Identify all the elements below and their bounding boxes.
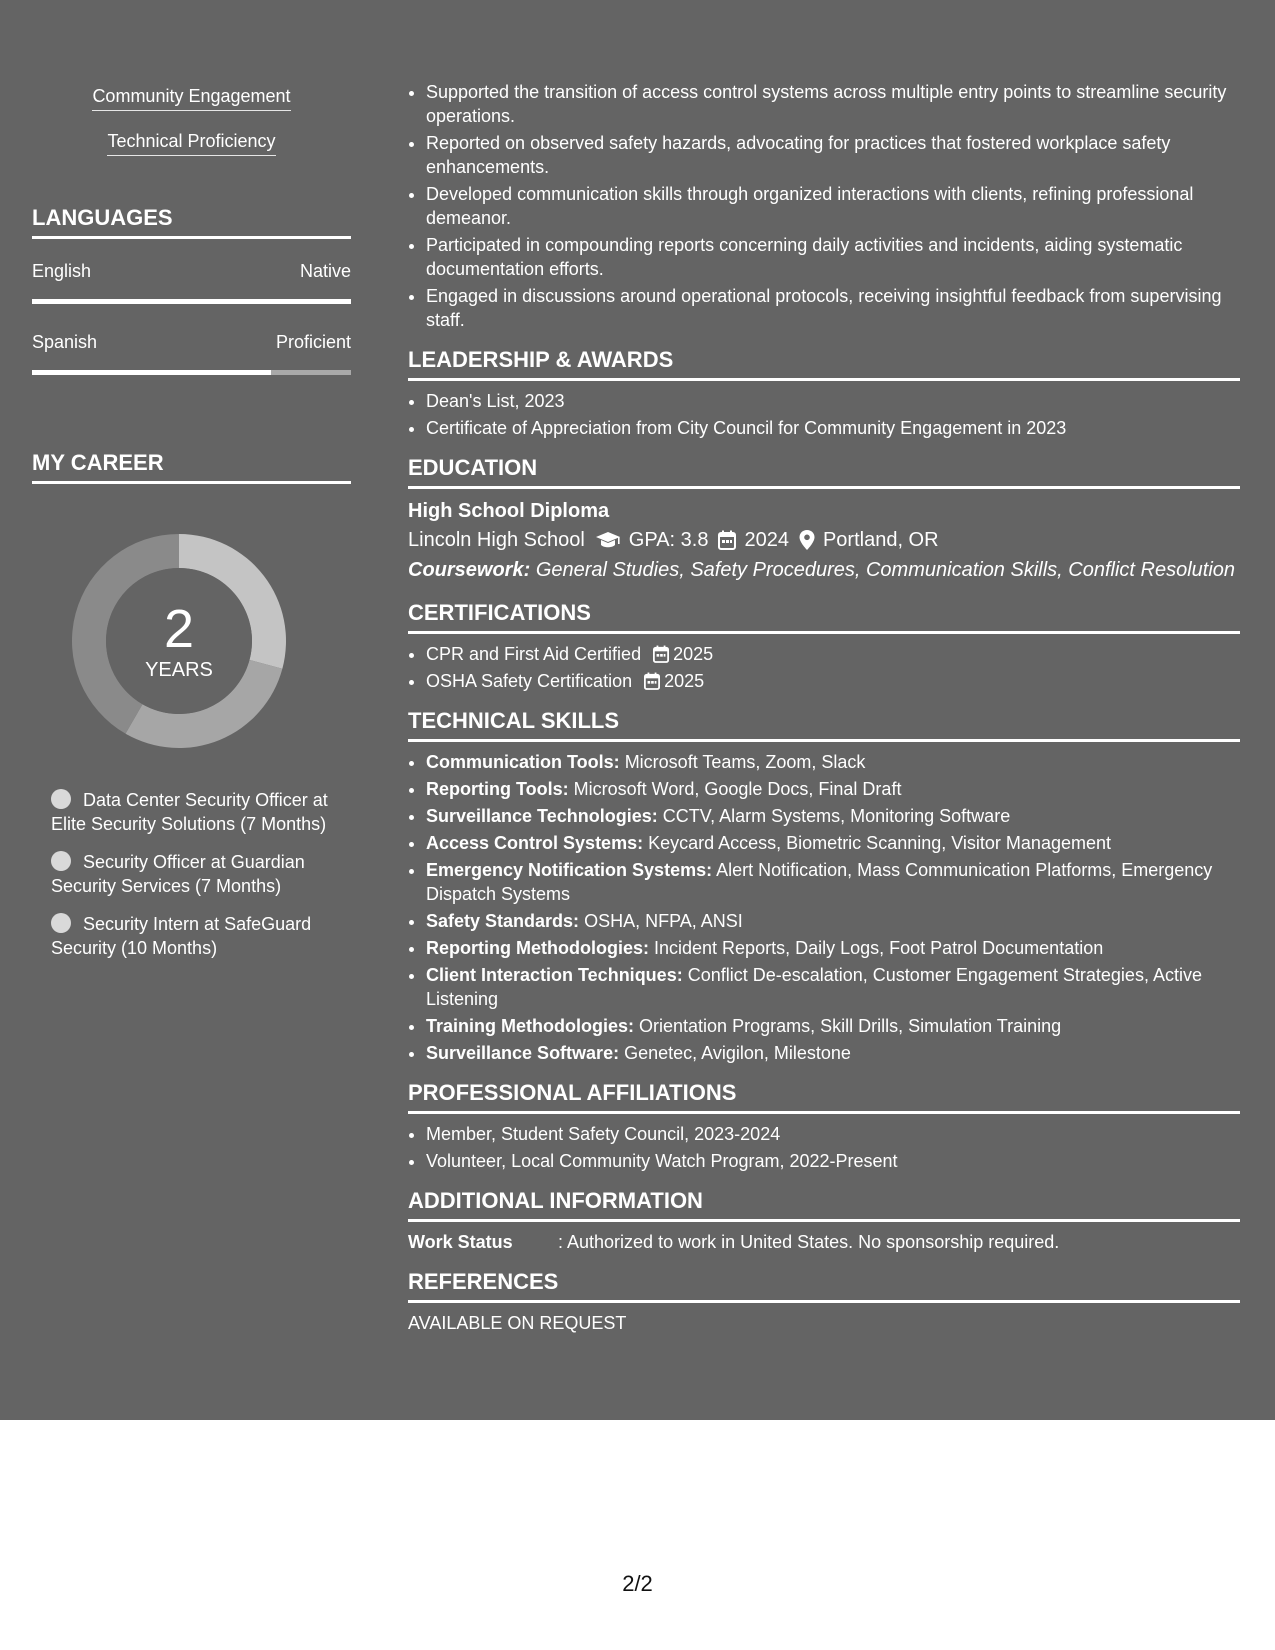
experience-bullet: • Participated in compounding reports concerning daily activities and incidents, aiding systematic documentation efforts. bbox=[426, 233, 1240, 281]
affiliation-item: • Volunteer, Local Community Watch Program, 2022-Present bbox=[426, 1149, 1240, 1173]
work-status-label: Work Status bbox=[408, 1232, 513, 1252]
certification-item: • OSHA Safety Certification 2025 bbox=[426, 669, 1240, 693]
experience-bullet: • Developed communication skills through organized interactions with clients, refining professional demeanor. bbox=[426, 182, 1240, 230]
language-level: Proficient bbox=[275, 332, 351, 352]
career-dot-icon bbox=[51, 913, 71, 933]
experience-bullet: • Supported the transition of access control systems across multiple entry points to streamline security operations. bbox=[426, 80, 1240, 128]
page-number: 2/2 bbox=[622, 1571, 653, 1596]
experience-bullet: • Reported on observed safety hazards, advocating for practices that fostered workplace safety enhancements. bbox=[426, 131, 1240, 179]
skill-item: • Reporting Methodologies: Incident Reports, Daily Logs, Foot Patrol Documentation bbox=[426, 936, 1240, 960]
language-level: Native bbox=[299, 261, 351, 281]
calendar-icon bbox=[644, 672, 660, 690]
experience-bullet: • Engaged in discussions around operational protocols, receiving insightful feedback from supervising staff. bbox=[426, 284, 1240, 332]
skill-item: • Communication Tools: Microsoft Teams, Zoom, Slack bbox=[426, 750, 1240, 774]
additional-info-heading: ADDITIONAL INFORMATION bbox=[408, 1187, 1240, 1222]
affiliations-list bbox=[408, 1122, 1240, 1173]
technical-skills-list bbox=[408, 750, 1240, 1065]
language-level-bar bbox=[32, 370, 351, 375]
language-entry bbox=[32, 259, 351, 304]
main-column bbox=[408, 80, 1240, 1335]
references-text: AVAILABLE ON REQUEST bbox=[408, 1313, 627, 1333]
skill-item: • Client Interaction Techniques: Conflict De-escalation, Customer Engagement Strategies, Active Listening bbox=[426, 963, 1240, 1011]
career-dot-icon bbox=[51, 789, 71, 809]
career-total-number: 2 bbox=[163, 599, 195, 659]
work-status-value: : Authorized to work in United States. No sponsorship required. bbox=[558, 1232, 1060, 1252]
technical-skills-heading: TECHNICAL SKILLS bbox=[408, 707, 1240, 742]
leadership-heading: LEADERSHIP & AWARDS bbox=[408, 346, 1240, 381]
skill-item: • Safety Standards: OSHA, NFPA, ANSI bbox=[426, 909, 1240, 933]
education-year: 2024 bbox=[744, 529, 789, 551]
career-item: Security Officer at Guardian Security Services (7 Months) bbox=[51, 852, 305, 896]
language-entry bbox=[32, 330, 351, 375]
skill-item: • Reporting Tools: Microsoft Word, Google Docs, Final Draft bbox=[426, 777, 1240, 801]
career-total-unit: YEARS bbox=[145, 659, 213, 681]
career-item: Data Center Security Officer at Elite Security Solutions (7 Months) bbox=[51, 790, 328, 834]
education-heading: EDUCATION bbox=[408, 454, 1240, 489]
skill-item: • Surveillance Software: Genetec, Avigilon, Milestone bbox=[426, 1041, 1240, 1065]
affiliations-heading: PROFESSIONAL AFFILIATIONS bbox=[408, 1079, 1240, 1114]
affiliation-item: • Member, Student Safety Council, 2023-2024 bbox=[426, 1122, 1240, 1146]
education-location: Portland, OR bbox=[822, 529, 939, 551]
education-gpa: GPA: 3.8 bbox=[628, 529, 709, 551]
career-dot-icon bbox=[51, 851, 71, 871]
strength-item: Technical Proficiency bbox=[107, 129, 275, 156]
calendar-icon bbox=[653, 645, 669, 663]
education-details bbox=[408, 525, 1240, 555]
language-level-bar bbox=[32, 299, 351, 304]
language-name: Spanish bbox=[32, 332, 98, 352]
education-school: Lincoln High School bbox=[408, 529, 585, 551]
award-item: • Certificate of Appreciation from City Council for Community Engagement in 2023 bbox=[426, 416, 1240, 440]
leadership-list bbox=[408, 389, 1240, 440]
certifications-list bbox=[408, 642, 1240, 693]
career-donut-chart bbox=[66, 528, 292, 754]
language-name: English bbox=[32, 261, 92, 281]
skill-item: • Surveillance Technologies: CCTV, Alarm Systems, Monitoring Software bbox=[426, 804, 1240, 828]
career-item: Security Intern at SafeGuard Security (10 Months) bbox=[51, 914, 312, 958]
coursework-text: General Studies, Safety Procedures, Communication Skills, Conflict Resolution bbox=[535, 559, 1236, 581]
skill-item: • Emergency Notification Systems: Alert Notification, Mass Communication Platforms, Emergency Dispatch Systems bbox=[426, 858, 1240, 906]
coursework-label: Coursework: bbox=[408, 559, 531, 581]
certification-item: • CPR and First Aid Certified 2025 bbox=[426, 642, 1240, 666]
location-pin-icon bbox=[799, 530, 815, 550]
skill-item: • Access Control Systems: Keycard Access, Biometric Scanning, Visitor Management bbox=[426, 831, 1240, 855]
sidebar bbox=[32, 84, 351, 974]
strength-item: Community Engagement bbox=[92, 84, 290, 111]
award-item: • Dean's List, 2023 bbox=[426, 389, 1240, 413]
certifications-heading: CERTIFICATIONS bbox=[408, 599, 1240, 634]
calendar-icon bbox=[718, 530, 736, 550]
work-status-row bbox=[408, 1230, 1240, 1254]
experience-bullets bbox=[408, 80, 1240, 332]
career-heading: MY CAREER bbox=[32, 449, 351, 484]
career-list bbox=[32, 788, 341, 960]
skill-item: • Training Methodologies: Orientation Programs, Skill Drills, Simulation Training bbox=[426, 1014, 1240, 1038]
languages-heading: LANGUAGES bbox=[32, 204, 351, 239]
graduation-cap-icon bbox=[595, 530, 621, 550]
references-heading: REFERENCES bbox=[408, 1268, 1240, 1303]
education-coursework bbox=[408, 555, 1240, 585]
education-degree: High School Diploma bbox=[408, 500, 610, 522]
